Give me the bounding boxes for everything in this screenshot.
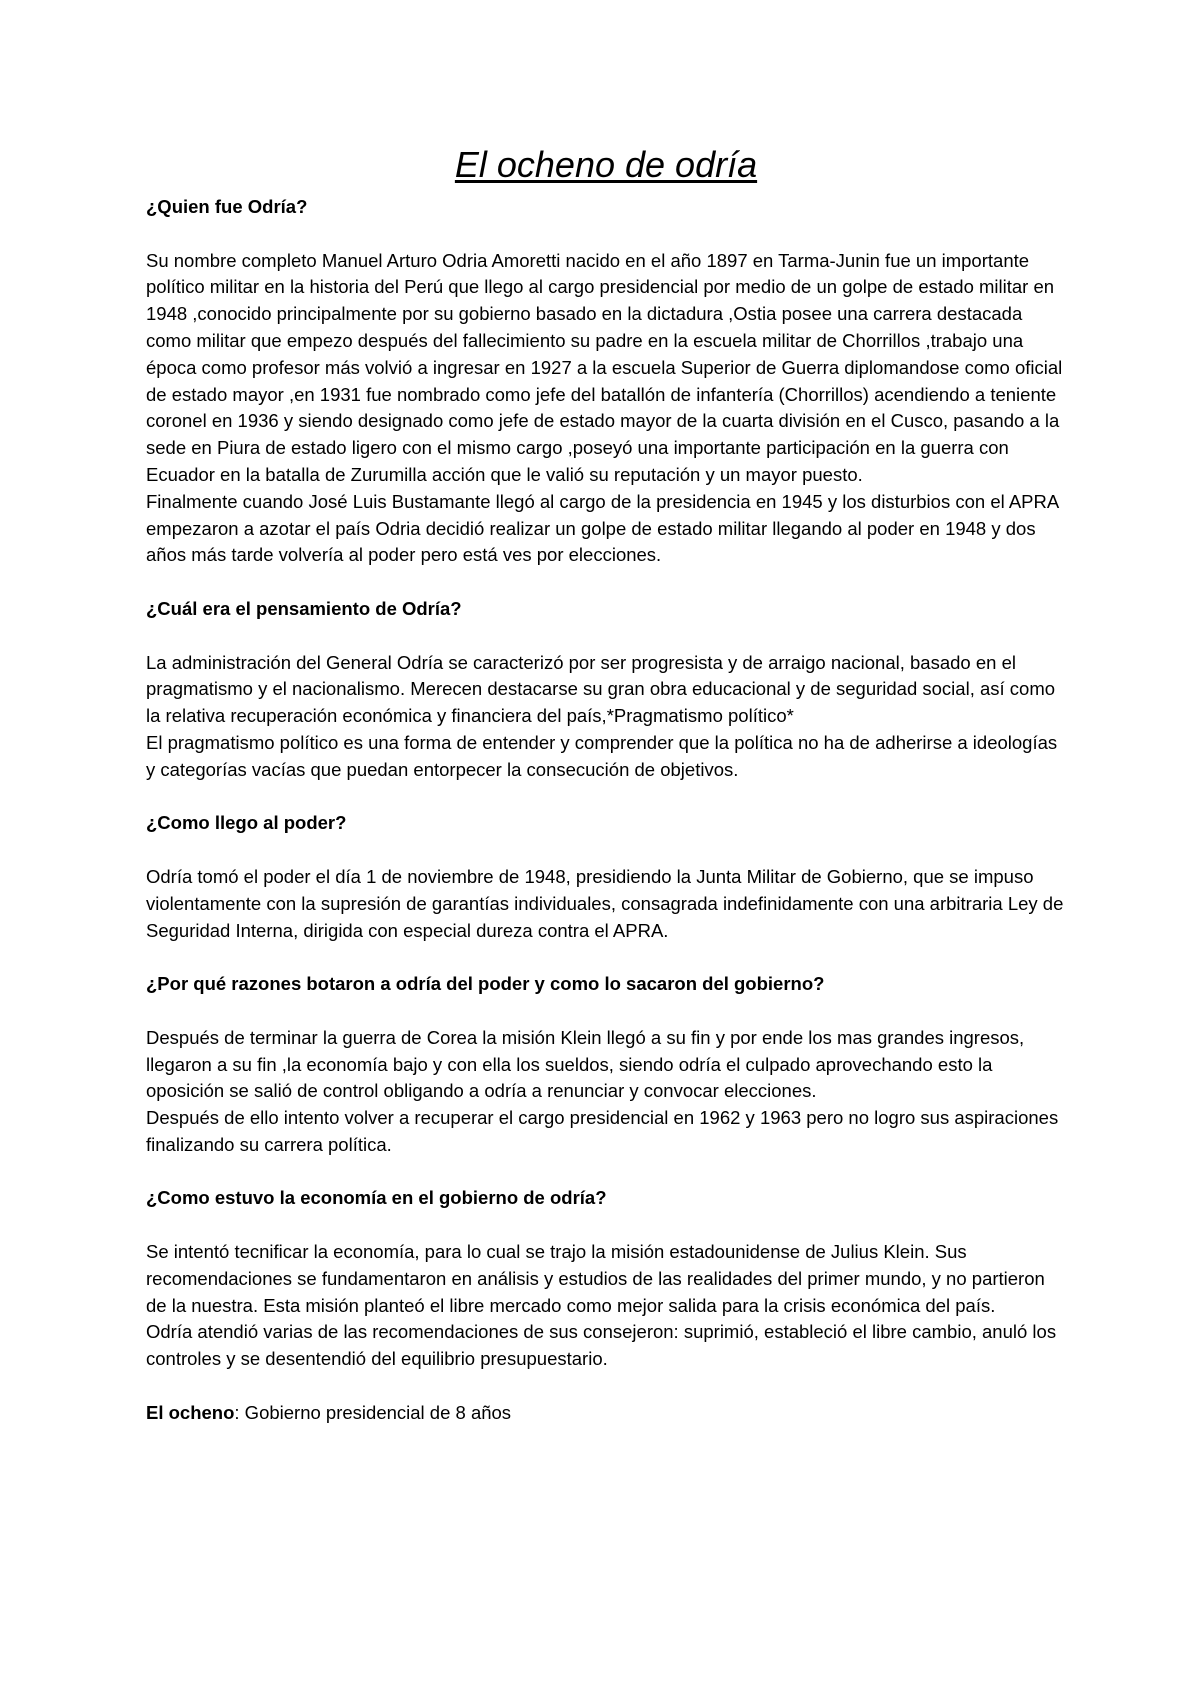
document-title: El ocheno de odría [454, 144, 758, 185]
paragraph-pragmatismo: El pragmatismo político es una forma de entender y comprender que la política no ha de adherirse a ideologías y categorías vacías que puedan entorpecer la consecución de objetivos. [146, 731, 1058, 780]
spacer [146, 221, 1066, 248]
paragraph-biografia: Su nombre completo Manuel Arturo Odria Amoretti nacido en el año 1897 en Tarma-Junin fue un importante político militar en la historia del Perú que llego al cargo presidencial por medio de un golpe de estado militar en 1948 ,conocido principalmente por su gobierno basado en la dictadura ,Ostia posee una carrera destacada como militar que empezo después del fallecimiento su padre en la escuela militar de Chorrillos ,trabajo una época como profesor más volvió a ingresar en 1927 a la escuela Superior de Guerra diplomandose como oficial de estado mayor ,en 1931 fue nombrado como jefe del batallón de infantería (Chorrillos) acendiendo a teniente coronel en 1936 y siendo designado como jefe de estado mayor de la cuarta división en el Cusco, pasando a la sede en Piura de estado ligero con el mismo cargo ,poseyó una importante participación en la guerra con Ecuador en la batalla de Zurumilla acción que le valió su reputación y un mayor puesto. [146, 249, 1063, 485]
paragraph-toma-poder: Odría tomó el poder el día 1 de noviembre de 1948, presidiendo la Junta Militar de Gobierno, que se impuso violentamente con la supresión de garantías individuales, consagrada indefinidamente con una arbitraria Ley de Seguridad Interna, dirigida con especial dureza contra el APRA. [146, 865, 1064, 941]
paragraph-golpe-estado: Finalmente cuando José Luis Bustamante llegó al cargo de la presidencia en 1945 y los disturbios con el APRA empezaron a azotar el país Odria decidió realizar un golpe de estado militar llegando al poder en 1948 y dos años más tarde volvería al poder pero está ves por elecciones. [146, 490, 1059, 566]
spacer [146, 944, 1066, 971]
paragraph-fin-mision-klein: Después de terminar la guerra de Corea la misión Klein llegó a su fin y por ende los mas grandes ingresos, llegaron a su fin ,la economía bajo y con ella los sueldos, siendo odría el culpado aprovechando esto la oposición se salió de control obligando a odría a renunciar y convocar elecciones. [146, 1026, 1025, 1102]
paragraph-administracion: La administración del General Odría se caracterizó por ser progresista y de arraigo nacional, basado en el pragmatismo y el nacionalismo. Merecen destacarse su gran obra educacional y de seguridad social, así como la relativa recuperación económica y financiera del país,*Pragmatismo político* [146, 651, 1056, 727]
spacer [146, 623, 1066, 650]
paragraph-intento-regreso: Después de ello intento volver a recuperar el cargo presidencial en 1962 y 1963 pero no logro sus aspiraciones finalizando su carrera política. [146, 1107, 1059, 1155]
document-body [146, 194, 1066, 1427]
spacer [146, 1159, 1066, 1186]
final-definition-term: El ocheno [146, 1401, 235, 1423]
section-heading-economia: ¿Como estuvo la economía en el gobierno de odría? [146, 1187, 607, 1209]
section-heading-pensamiento: ¿Cuál era el pensamiento de Odría? [146, 597, 462, 619]
spacer [146, 1373, 1066, 1400]
final-definition-text: : Gobierno presidencial de 8 años [234, 1401, 512, 1423]
final-definition [146, 1400, 1066, 1427]
section-heading-llegada-poder: ¿Como llego al poder? [146, 812, 347, 834]
spacer [146, 569, 1066, 596]
paragraph-recomendaciones: Odría atendió varias de las recomendaciones de sus consejeron: suprimió, estableció el libre cambio, anuló los controles y se desentendió del equilibrio presupuestario. [146, 1321, 1057, 1370]
spacer [146, 998, 1066, 1025]
section-heading-quien-fue: ¿Quien fue Odría? [146, 196, 308, 217]
paragraph-mision-klein: Se intentó tecnificar la economía, para lo cual se trajo la misión estadounidense de Julius Klein. Sus recomendaciones se fundamentaron en análisis y estudios de las realidades del primer mundo, y no partieron de la nuestra. Esta misión planteó el libre mercado como mejor salida para la crisis económica del país. [146, 1241, 1045, 1316]
spacer [146, 1212, 1066, 1239]
section-heading-salida-poder: ¿Por qué razones botaron a odría del poder y como lo sacaron del gobierno? [146, 973, 825, 995]
spacer [146, 837, 1066, 864]
spacer [146, 784, 1066, 811]
